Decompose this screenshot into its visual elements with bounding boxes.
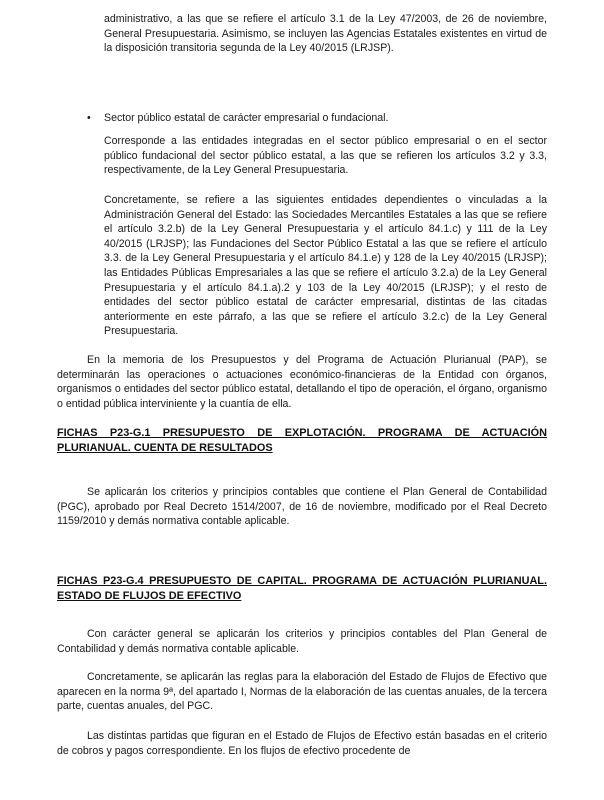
paragraph-memoria: En la memoria de los Presupuestos y del Programa de Actuación Plurianual (PAP), se determinarán las operaciones o actuaciones económico-financieras de la Entidad con órganos, organismos o entidades del sector público estatal, detallando el tipo de operación, el órgano, organismo o entidad pública interviniente y la cuantía de ella. [57,354,547,410]
paragraph-reglas-flujos: Concretamente, se aplicarán las reglas para la elaboración del Estado de Flujos de Efectivo que aparecen en la norma 9ª, del apartado I, Normas de la elaboración de las cuentas anuales, de la tercera parte, cuentas anuales, del PGC. [57,671,547,713]
bullet-text: Sector público estatal de carácter empresarial o fundacional. [104,112,389,124]
bullet-icon: • [87,112,91,124]
paragraph-plan-general: Se aplicarán los criterios y principios contables que contiene el Plan General de Contabilidad (PGC), aprobado por Real Decreto 1514/2007, de 16 de noviembre, modificado por el Real Decreto 1159/2010 y demás normativa contable aplicable. [57,486,547,528]
heading-fichas-p23-g1: FICHAS P23-G.1 PRESUPUESTO DE EXPLOTACIÓN. PROGRAMA DE ACTUACIÓN PLURIANUAL. CUENTA DE RESULTADOS [57,427,547,454]
paragraph-caracter-general: Con carácter general se aplicarán los criterios y principios contables del Plan General de Contabilidad y demás normativa contable aplicable. [57,628,547,655]
heading-fichas-p23-g4: FICHAS P23-G.4 PRESUPUESTO DE CAPITAL. PROGRAMA DE ACTUACIÓN PLURIANUAL. ESTADO DE FLUJOS DE EFECTIVO [57,575,547,602]
paragraph-concretamente-entidades: Concretamente, se refiere a las siguientes entidades dependientes o vinculadas a la Administración General del Estado: las Sociedades Mercantiles Estatales a las que se refiere el artículo 3.2.b) de la Ley General Presupuestaria y el artículo 84.1.c) y 111 de la Ley 40/2015 (LRJSP); las Fundaciones del Sector Público Estatal a las que se refiere el artículo 3.3. de la Ley General Presupuestaria y el artículo 84.1.e) y 128 de la Ley 40/2015 (LRJSP); las Entidades Públicas Empresariales a las que se refiere el artículo 3.2.a) de la Ley General Presupuestaria y el artículo 84.1.a).2 y 103 de la Ley 40/2015 (LRJSP); y el resto de entidades del sector público estatal de carácter empresarial, distintas de las citadas anteriormente en este párrafo, a las que se refiere el artículo 3.2.c) de la Ley General Presupuestaria. [104,194,547,338]
paragraph-administrativo: administrativo, a las que se refiere el artículo 3.1 de la Ley 47/2003, de 26 de noviembre, General Presupuestaria. Asimismo, se incluyen las Agencias Estatales existentes en virtud de la disposición transitoria segunda de la Ley 40/2015 (LRJSP). [104,13,547,55]
paragraph-corresponde: Corresponde a las entidades integradas en el sector público empresarial o en el sector público fundacional del sector público estatal, a las que se refieren los artículos 3.2 y 3.3, respectivamente, de la Ley General Presupuestaria. [104,135,547,177]
paragraph-partidas: Las distintas partidas que figuran en el Estado de Flujos de Efectivo están basadas en el criterio de cobros y pagos correspondiente. En los flujos de efectivo procedente de [57,730,547,757]
bullet-item [87,111,547,126]
